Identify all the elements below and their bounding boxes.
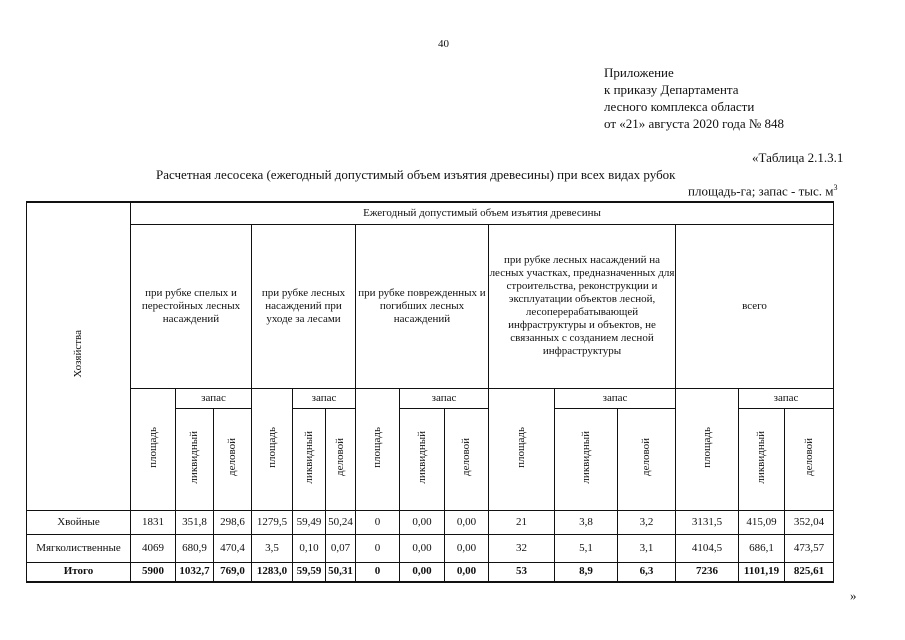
closing-quote: » — [850, 588, 857, 603]
table-cell: 3131,5 — [676, 510, 739, 534]
table-cell: 470,4 — [214, 534, 252, 562]
table-cell: 3,5 — [252, 534, 293, 562]
units-text: площадь-га; запас - тыс. м — [688, 183, 834, 199]
header-business-2: деловой — [326, 408, 356, 510]
table-cell: 686,1 — [739, 534, 785, 562]
header-top: Ежегодный допустимый объем изъятия древесины — [131, 202, 834, 224]
table-cell: 5900 — [131, 562, 176, 582]
table-cell: 1101,19 — [739, 562, 785, 582]
table-cell: 0,07 — [326, 534, 356, 562]
header-area-4: площадь — [489, 388, 555, 510]
table-cell: 21 — [489, 510, 555, 534]
header-liquid-2: ликвидный — [293, 408, 326, 510]
table-cell: 0 — [356, 534, 400, 562]
appendix-line-4: от «21» августа 2020 года № 848 — [604, 116, 785, 131]
table-cell: 50,31 — [326, 562, 356, 582]
header-stock-5: запас — [739, 388, 834, 408]
header-business-1: деловой — [214, 408, 252, 510]
header-group-care: при рубке лесных насаждений при уходе за лесами — [252, 224, 356, 388]
table-cell: 3,2 — [618, 510, 676, 534]
table-row — [27, 562, 834, 582]
header-group-mature: при рубке спелых и перестойных лесных насаждений — [131, 224, 252, 388]
table-cell: 1283,0 — [252, 562, 293, 582]
table-cell: 351,8 — [176, 510, 214, 534]
header-area-2: площадь — [252, 388, 293, 510]
header-business-5: деловой — [785, 408, 834, 510]
table-cell: 769,0 — [214, 562, 252, 582]
units-note — [688, 183, 838, 199]
page-number: 40 — [438, 38, 449, 50]
header-liquid-3: ликвидный — [400, 408, 445, 510]
table-cell: 1279,5 — [252, 510, 293, 534]
row-label: Хвойные — [27, 510, 131, 534]
header-group-damaged: при рубке поврежденных и погибших лесных насаждений — [356, 224, 489, 388]
header-group-total: всего — [676, 224, 834, 388]
table-cell: 3,8 — [555, 510, 618, 534]
table-cell: 0,00 — [445, 534, 489, 562]
table-cell: 473,57 — [785, 534, 834, 562]
table-cell: 0,00 — [400, 510, 445, 534]
table-cell: 50,24 — [326, 510, 356, 534]
table-cell: 0,10 — [293, 534, 326, 562]
row-label: Мягколиственные — [27, 534, 131, 562]
table-cell: 0,00 — [445, 510, 489, 534]
table-cell: 4104,5 — [676, 534, 739, 562]
header-stock-1: запас — [176, 388, 252, 408]
appendix-block — [604, 64, 784, 132]
header-area-1: площадь — [131, 388, 176, 510]
table-cell: 32 — [489, 534, 555, 562]
table-cell: 0 — [356, 562, 400, 582]
header-liquid-1: ликвидный — [176, 408, 214, 510]
appendix-line-1: Приложение — [604, 65, 674, 80]
header-area-5: площадь — [676, 388, 739, 510]
header-area-3: площадь — [356, 388, 400, 510]
header-liquid-5: ликвидный — [739, 408, 785, 510]
table-cell: 7236 — [676, 562, 739, 582]
header-liquid-4: ликвидный — [555, 408, 618, 510]
header-stock-2: запас — [293, 388, 356, 408]
row-label: Итого — [27, 562, 131, 582]
header-stock-3: запас — [400, 388, 489, 408]
table-cell: 6,3 — [618, 562, 676, 582]
table-cell: 8,9 — [555, 562, 618, 582]
header-group-construction: при рубке лесных насаждений на лесных участках, предназначенных для строительства, реконструкции и эксплуатации объектов лесной, лесоперерабатывающей инфраструктуры и объектов, не связанных с созданием лесной инфраструктуры — [489, 224, 676, 388]
table-title: Расчетная лесосека (ежегодный допустимый объем изъятия древесины) при всех видах рубок — [156, 167, 676, 182]
table-cell: 53 — [489, 562, 555, 582]
appendix-line-3: лесного комплекса области — [604, 99, 755, 114]
table-row — [27, 534, 834, 562]
allowable-cut-table — [26, 201, 834, 583]
table-cell: 0,00 — [400, 562, 445, 582]
table-cell: 352,04 — [785, 510, 834, 534]
table-cell: 0,00 — [400, 534, 445, 562]
appendix-line-2: к приказу Департамента — [604, 82, 739, 97]
table-cell: 825,61 — [785, 562, 834, 582]
table-row — [27, 510, 834, 534]
table-cell: 1831 — [131, 510, 176, 534]
table-cell: 1032,7 — [176, 562, 214, 582]
header-business-4: деловой — [618, 408, 676, 510]
table-cell: 0 — [356, 510, 400, 534]
table-cell: 59,59 — [293, 562, 326, 582]
table-cell: 0,00 — [445, 562, 489, 582]
table-cell: 59,49 — [293, 510, 326, 534]
table-reference: «Таблица 2.1.3.1 — [752, 150, 844, 165]
units-superscript: 3 — [833, 183, 838, 192]
header-stock-4: запас — [555, 388, 676, 408]
table-cell: 415,09 — [739, 510, 785, 534]
table-cell: 4069 — [131, 534, 176, 562]
table-cell: 5,1 — [555, 534, 618, 562]
table-cell: 680,9 — [176, 534, 214, 562]
table-cell: 3,1 — [618, 534, 676, 562]
header-farm: Хозяйства — [27, 202, 131, 510]
table-cell: 298,6 — [214, 510, 252, 534]
header-business-3: деловой — [445, 408, 489, 510]
